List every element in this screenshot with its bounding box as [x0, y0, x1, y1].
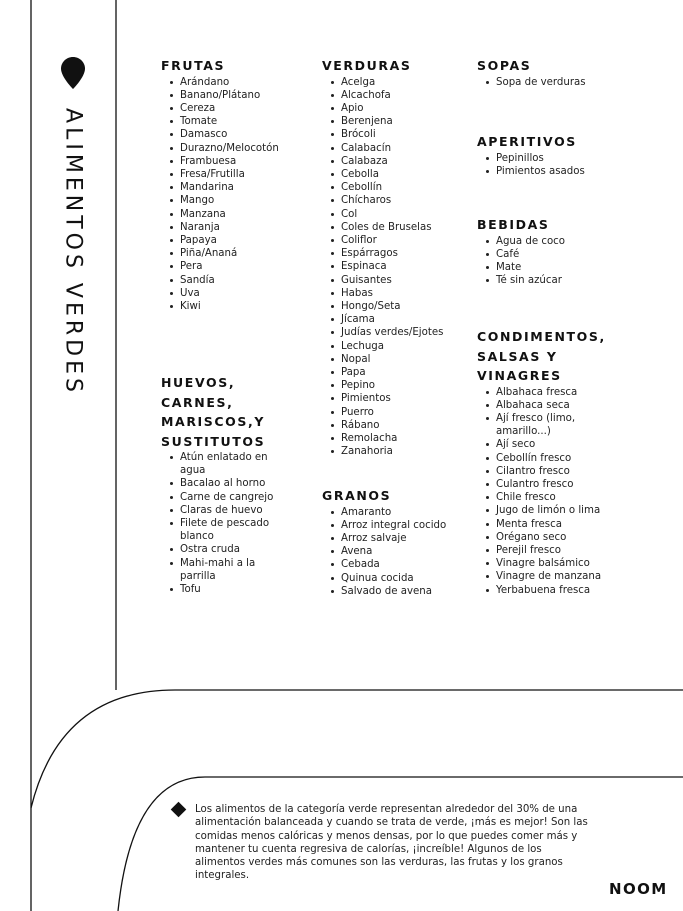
- section-title-line: MARISCOS,Y: [161, 414, 265, 429]
- section-granos: [322, 486, 472, 598]
- section-title: FRUTAS: [161, 58, 226, 73]
- list-item: Carne de cangrejo: [161, 491, 281, 504]
- list-item: Pera: [161, 260, 311, 273]
- column-3-condimentos: [477, 327, 607, 597]
- list-item: Damasco: [161, 128, 311, 141]
- list-item: Acelga: [322, 76, 472, 89]
- section-verduras: [322, 56, 472, 458]
- list-item: Kiwi: [161, 300, 311, 313]
- item-list: [322, 76, 472, 459]
- item-list: [322, 506, 472, 598]
- list-item: Ostra cruda: [161, 543, 281, 556]
- list-item: Vinagre de manzana: [477, 570, 607, 583]
- list-item: Papaya: [161, 234, 311, 247]
- list-item: Té sin azúcar: [477, 274, 627, 287]
- list-item: Judías verdes/Ejotes: [322, 326, 472, 339]
- list-item: Pepinillos: [477, 152, 627, 165]
- list-item: Ají fresco (limo, amarillo...): [477, 412, 607, 438]
- note-line: integrales.: [195, 870, 250, 882]
- location-pin-icon: [61, 57, 85, 89]
- section-title-line: SALSAS Y: [477, 348, 558, 364]
- note-line: mantener tu cuenta regresiva de calorías, ¡increíble! Algunos de los: [195, 843, 542, 855]
- column-1: [161, 56, 311, 313]
- list-item: Apio: [322, 102, 472, 115]
- list-item: Brócoli: [322, 128, 472, 141]
- list-item: Frambuesa: [161, 155, 311, 168]
- list-item: Culantro fresco: [477, 478, 607, 491]
- list-item: Calabacín: [322, 142, 472, 155]
- list-item: Puerro: [322, 406, 472, 419]
- list-item: Filete de pescado blanco: [161, 517, 281, 543]
- list-item: Cebollín fresco: [477, 452, 607, 465]
- section-title-line: CARNES,: [161, 394, 234, 410]
- list-item: Banano/Plátano: [161, 89, 311, 102]
- section-title: GRANOS: [322, 488, 392, 503]
- section-title-line: CONDIMENTOS,: [477, 329, 606, 344]
- list-item: Amaranto: [322, 506, 472, 519]
- list-item: Atún enlatado en agua: [161, 451, 281, 477]
- list-item: Claras de huevo: [161, 504, 281, 517]
- brand-logo: NOOM: [609, 880, 668, 898]
- list-item: Albahaca seca: [477, 399, 607, 412]
- section-frutas: [161, 56, 311, 313]
- note-line: comidas menos calóricas y menos densas, por lo que puedes comer más y: [195, 830, 578, 842]
- list-item: Durazno/Melocotón: [161, 142, 311, 155]
- list-item: Cebada: [322, 558, 472, 571]
- list-item: Mate: [477, 261, 627, 274]
- list-item: Alcachofa: [322, 89, 472, 102]
- list-item: Pimientos asados: [477, 165, 627, 178]
- list-item: Fresa/Frutilla: [161, 168, 311, 181]
- list-item: Piña/Ananá: [161, 247, 311, 260]
- list-item: Café: [477, 248, 627, 261]
- list-item: Albahaca fresca: [477, 386, 607, 399]
- list-item: Calabaza: [322, 155, 472, 168]
- list-item: Espárragos: [322, 247, 472, 260]
- section-title-line: VINAGRES: [477, 368, 562, 383]
- list-item: Mahi-mahi a la parrilla: [161, 557, 281, 583]
- list-item: Pepino: [322, 379, 472, 392]
- item-list: [161, 451, 281, 596]
- column-3-sopas: [477, 56, 627, 89]
- list-item: Chile fresco: [477, 491, 607, 504]
- list-item: Col: [322, 208, 472, 221]
- list-item: Arroz integral cocido: [322, 519, 472, 532]
- section-title: APERITIVOS: [477, 134, 577, 149]
- section-title: VERDURAS: [322, 58, 412, 73]
- list-item: Arroz salvaje: [322, 532, 472, 545]
- list-item: Vinagre balsámico: [477, 557, 607, 570]
- item-list: [161, 76, 311, 314]
- list-item: Perejil fresco: [477, 544, 607, 557]
- note-line: alimentación balanceada y cuando se trata de verde, ¡más es mejor! Son las: [195, 817, 588, 829]
- list-item: Orégano seco: [477, 531, 607, 544]
- list-item: Menta fresca: [477, 518, 607, 531]
- list-item: Habas: [322, 287, 472, 300]
- column-3-aperitivos: [477, 132, 627, 178]
- list-item: Pimientos: [322, 392, 472, 405]
- list-item: Agua de coco: [477, 235, 627, 248]
- list-item: Remolacha: [322, 432, 472, 445]
- section-title: SOPAS: [477, 58, 532, 73]
- list-item: Rábano: [322, 419, 472, 432]
- info-note: [195, 803, 615, 883]
- list-item: Cilantro fresco: [477, 465, 607, 478]
- section-title-line: HUEVOS,: [161, 375, 236, 390]
- section-title: BEBIDAS: [477, 217, 550, 232]
- column-2-lower: [322, 486, 472, 598]
- note-line: Los alimentos de la categoría verde representan alrededor del 30% de una: [195, 804, 578, 815]
- item-list: [477, 76, 627, 89]
- item-list: [477, 386, 607, 597]
- list-item: Guisantes: [322, 274, 472, 287]
- list-item: Jícama: [322, 313, 472, 326]
- list-item: Nopal: [322, 353, 472, 366]
- page-title: ALIMENTOS VERDES: [60, 108, 86, 396]
- list-item: Arándano: [161, 76, 311, 89]
- list-item: Bacalao al horno: [161, 477, 281, 490]
- list-item: Zanahoria: [322, 445, 472, 458]
- list-item: Manzana: [161, 208, 311, 221]
- column-3-bebidas: [477, 215, 627, 287]
- list-item: Espinaca: [322, 260, 472, 273]
- list-item: Coliflor: [322, 234, 472, 247]
- list-item: Mango: [161, 194, 311, 207]
- column-1-lower: [161, 373, 281, 596]
- section-huevos-carnes: [161, 373, 281, 596]
- list-item: Naranja: [161, 221, 311, 234]
- list-item: Chícharos: [322, 194, 472, 207]
- list-item: Ají seco: [477, 438, 607, 451]
- list-item: Uva: [161, 287, 311, 300]
- list-item: Hongo/Seta: [322, 300, 472, 313]
- list-item: Cebollín: [322, 181, 472, 194]
- item-list: [477, 235, 627, 288]
- list-item: Mandarina: [161, 181, 311, 194]
- list-item: Quinua cocida: [322, 572, 472, 585]
- list-item: Papa: [322, 366, 472, 379]
- list-item: Lechuga: [322, 340, 472, 353]
- section-title-line: SUSTITUTOS: [161, 433, 266, 449]
- column-2: [322, 56, 472, 458]
- item-list: [477, 152, 627, 178]
- list-item: Coles de Bruselas: [322, 221, 472, 234]
- list-item: Yerbabuena fresca: [477, 584, 607, 597]
- list-item: Sandía: [161, 274, 311, 287]
- list-item: Cereza: [161, 102, 311, 115]
- list-item: Sopa de verduras: [477, 76, 627, 89]
- list-item: Avena: [322, 545, 472, 558]
- list-item: Jugo de limón o lima: [477, 504, 607, 517]
- list-item: Tomate: [161, 115, 311, 128]
- list-item: Salvado de avena: [322, 585, 472, 598]
- list-item: Berenjena: [322, 115, 472, 128]
- list-item: Cebolla: [322, 168, 472, 181]
- list-item: Tofu: [161, 583, 281, 596]
- note-line: alimentos verdes más comunes son las verduras, las frutas y los granos: [195, 857, 563, 869]
